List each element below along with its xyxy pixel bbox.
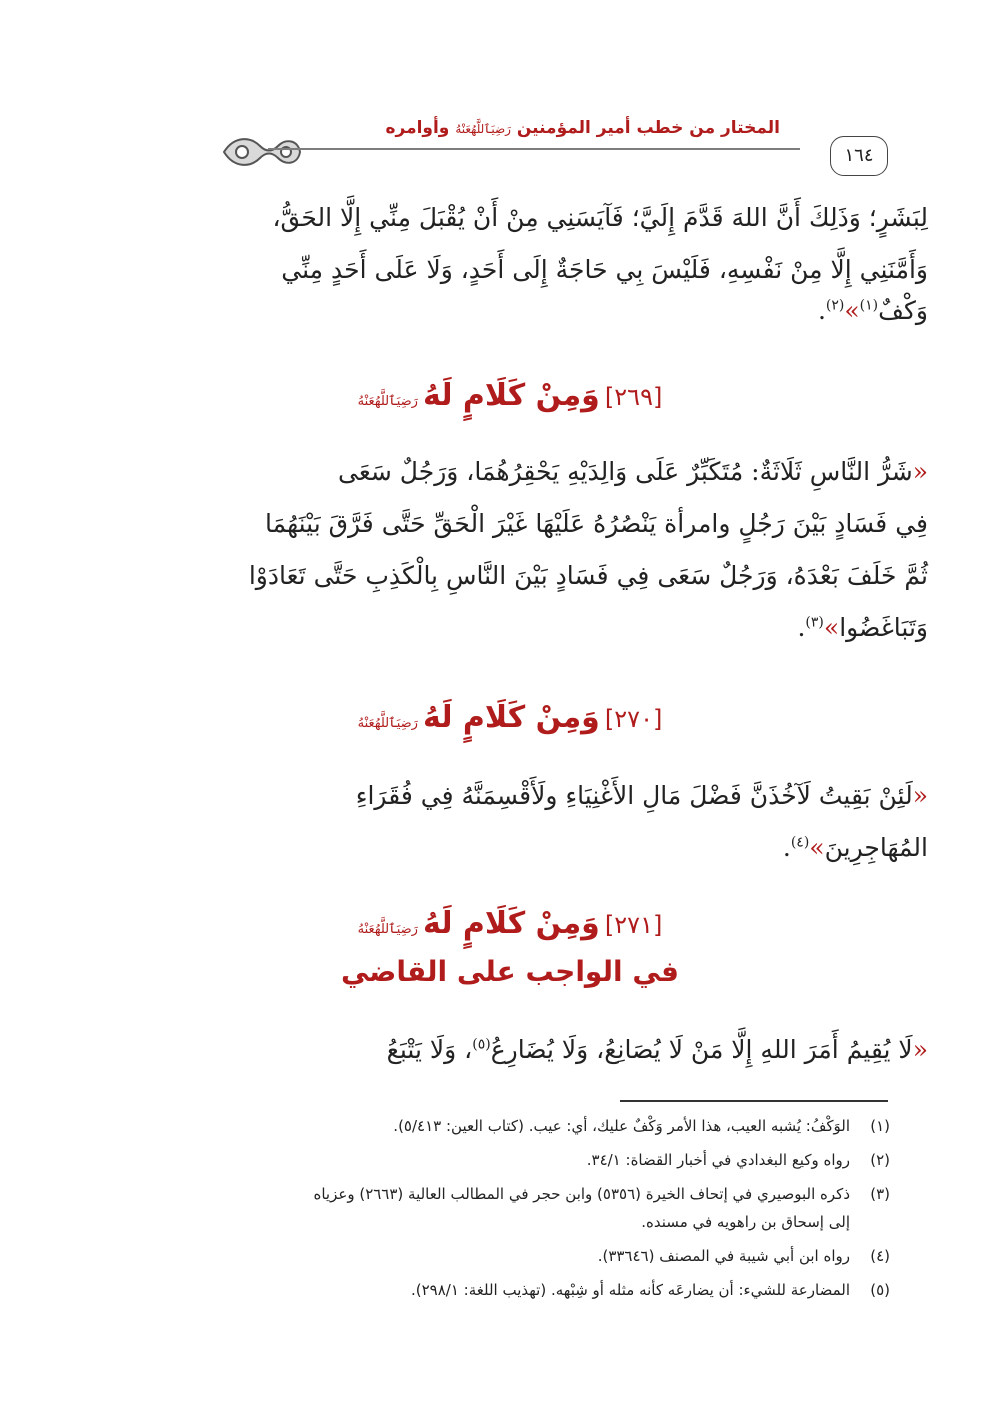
footnote-text: ذكره البوصيري في إتحاف الخيرة (٥٣٥٦) وابن حجر في المطالب العالية (٢٦٦٣) وعزياه (313, 1185, 850, 1203)
section-269 (92, 378, 928, 413)
header-title-text: المختار من خطب أمير المؤمنين (516, 118, 780, 138)
text-line (92, 446, 928, 498)
footnote-ref-5[interactable]: (٥) (472, 1036, 491, 1053)
text-line: وَأَمَّنَنِي إِلَّا مِنْ نَفْسِهِ، فَلَيْسَ بِي حَاجَةٌ إِلَى أَحَدٍ، وَلَا عَلَى أَحَدٍ مِنِّي (281, 255, 928, 284)
footnote (120, 1242, 890, 1270)
section-subtitle: في الواجب على القاضي (340, 955, 680, 988)
text-fragment: المُهَاجِرِينَ (824, 833, 928, 862)
section-270-text (92, 770, 928, 874)
footnote-text: رواه وكيع البغدادي في أخبار القضاة: ٣٤/١. (586, 1151, 850, 1169)
text-line-end (92, 296, 928, 326)
running-header (220, 118, 820, 178)
close-quote: » (823, 613, 840, 642)
footnote-ref-4[interactable]: (٤) (790, 834, 810, 851)
open-quote: « (912, 1035, 928, 1064)
footnote (120, 1146, 890, 1174)
open-quote: « (912, 781, 928, 810)
footnote (120, 1276, 890, 1304)
sentence-end: . (817, 296, 826, 325)
footnotes (120, 1112, 890, 1310)
footnote-text-continued: إلى إسحاق بن راهويه في مسنده. (641, 1213, 850, 1231)
footnote-ref-1[interactable]: (١) (859, 297, 879, 314)
section-number: [٢٧١] (604, 911, 663, 939)
footnote-ref-2[interactable]: (٢) (825, 297, 845, 314)
text-fragment: لَا يُقِيمُ أَمَرَ اللهِ إِلَّا مَنْ لَا يُصَانِعُ، وَلَا يُضَارِعُ (490, 1035, 913, 1064)
footnote-number: (١) (870, 1117, 890, 1135)
decorative-scroll-icon (220, 130, 304, 174)
close-quote: » (844, 296, 860, 325)
footnote-text: رواه ابن أبي شيبة في المصنف (٣٣٦٤٦). (597, 1247, 850, 1265)
sentence-end: . (782, 833, 791, 862)
sentence-end: . (797, 613, 806, 642)
section-heading (92, 700, 928, 735)
section-title: وَمِنْ كَلَامٍ لَهُ (423, 906, 600, 941)
section-title: وَمِنْ كَلَامٍ لَهُ (423, 700, 600, 735)
section-honorific: رَضِيَٱللَّهُعَنْهُ (357, 922, 418, 937)
text-fragment: لَئِنْ بَقِيتُ لَآخُذَنَّ فَضْلَ مَالِ الأَغْنِيَاءِ ولَأَقْسِمَنَّهُ فِي فُقَرَاءِ (355, 781, 913, 810)
footnote-separator (620, 1100, 888, 1102)
text-line: لِبَشَرٍ؛ وَذَلِكَ أَنَّ اللهَ قَدَّمَ إِلَيَّ؛ فَآيَسَنِي مِنْ أَنْ يُقْبَلَ مِنِّي إِلَّا الحَقُّ، (272, 203, 928, 232)
section-honorific: رَضِيَٱللَّهُعَنْهُ (357, 716, 418, 731)
section-271 (92, 906, 928, 988)
section-271-text (92, 1024, 928, 1076)
text-line (92, 1024, 928, 1076)
footnote-text: المضارعة للشيء: أن يضارعَه كأنه مثله أو شِبْهه. (تهذيب اللغة: ٢٩٨/١). (411, 1281, 850, 1299)
page-number: ١٦٤ (830, 136, 888, 176)
section-270 (92, 700, 928, 735)
section-title: وَمِنْ كَلَامٍ لَهُ (423, 378, 600, 413)
footnote-ref-3[interactable]: (٣) (805, 614, 824, 631)
footnote-number: (٤) (870, 1247, 890, 1265)
open-quote: « (912, 457, 928, 486)
text-fragment: وَكْفٌ (878, 296, 928, 325)
footnote-number: (٣) (870, 1185, 890, 1203)
text-fragment: وَتَبَاغَضُوا (839, 613, 928, 642)
text-line (92, 770, 928, 822)
header-title (385, 118, 780, 138)
section-honorific: رَضِيَٱللَّهُعَنْهُ (357, 394, 418, 409)
section-heading (92, 906, 928, 941)
section-number: [٢٧٠] (604, 705, 663, 733)
text-line-end (92, 822, 928, 874)
footnote (120, 1112, 890, 1140)
footnote (120, 1180, 890, 1236)
text-line-end (92, 602, 928, 654)
text-fragment: شَرُّ النَّاسِ ثَلَاثَةٌ: مُتَكَبِّرٌ عَلَى وَالِدَيْهِ يَحْقِرُهُمَا، وَرَجُلٌ سَعَى (338, 457, 913, 486)
text-line: فِي فَسَادٍ بَيْنَ رَجُلٍ وامرأة يَنْصُرُهُ عَلَيْهَا غَيْرَ الْحَقِّ حَتَّى فَرَّقَ بَيْنَهُمَا (265, 509, 928, 538)
footnote-number: (٥) (870, 1281, 890, 1299)
text-line: ثُمَّ خَلَفَ بَعْدَهُ، وَرَجُلٌ سَعَى فِي فَسَادٍ بَيْنَ النَّاسِ بِالْكَذِبِ حَتَّى تَعَادَوْا (248, 561, 928, 590)
text-fragment: ، وَلَا يَتْبَعُ (386, 1035, 473, 1064)
close-quote: » (809, 833, 825, 862)
paragraph-continuation (92, 192, 928, 326)
footnote-text: الوَكْفُ: يُشبه العيب، هذا الأمر وَكْفٌ عليك، أي: عيب. (كتاب العين: ٥/٤١٣). (393, 1117, 850, 1135)
section-heading (92, 378, 928, 413)
header-honorific: رَضِيَٱللَّهُعَنْهُ (455, 122, 511, 136)
header-rule (268, 148, 800, 150)
section-number: [٢٦٩] (604, 383, 663, 411)
header-title-suffix: وأوامره (385, 118, 450, 138)
footnote-number: (٢) (870, 1151, 890, 1169)
section-269-text (92, 446, 928, 654)
